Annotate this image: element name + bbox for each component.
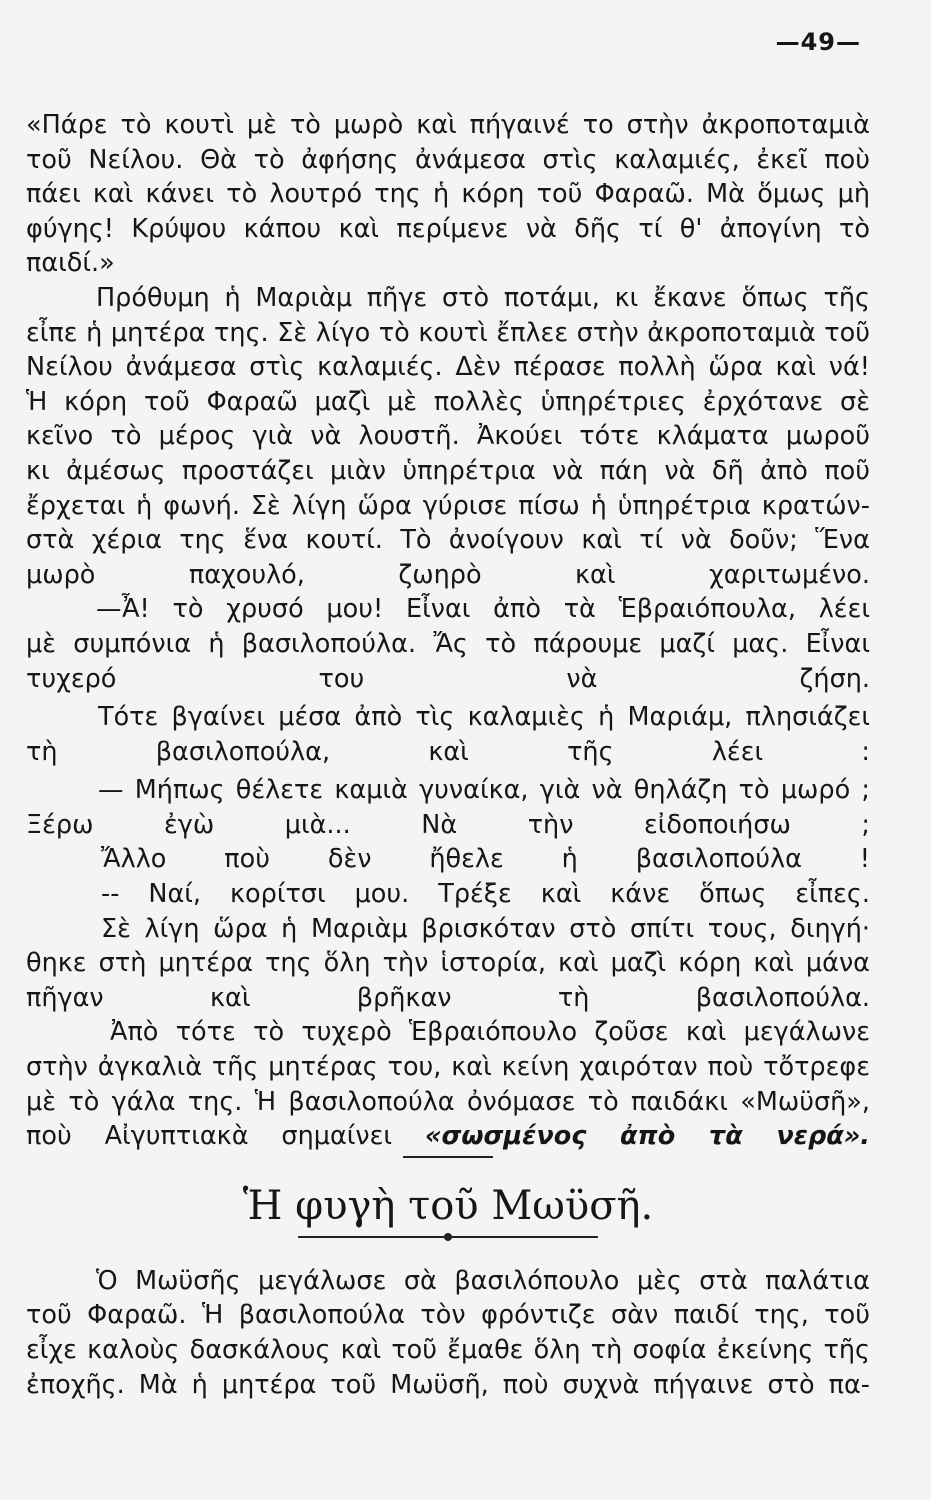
paragraph-8	[26, 912, 870, 1016]
text-line: μωρὸ παχουλό, ζωηρὸ καὶ χαριτωμένο.	[26, 559, 870, 590]
text-line: παιδί.»	[26, 248, 115, 279]
text-line: πῆγαν καὶ βρῆκαν τὴ βασιλοπούλα.	[26, 982, 870, 1013]
ornament-dot	[444, 1233, 452, 1241]
text-line: θηκε στὴ μητέρα της ὅλη τὴν ἱστορία, καὶ μαζὶ κόρη καὶ μάνα	[26, 948, 870, 979]
page-number: —49—	[775, 28, 861, 56]
text-line: Ἀπὸ τότε τὸ τυχερὸ Ἑβραιόπουλο ζοῦσε καὶ μεγάλωνε	[110, 1017, 870, 1048]
text-line: Ἡ κόρη τοῦ Φαραῶ μαζὶ μὲ πολλὲς ὑπηρέτριες ἐρχότανε σὲ	[26, 386, 870, 417]
text-line: Νείλου ἀνάμεσα στὶς καλαμιές. Δὲν πέρασε πολλὴ ὥρα καὶ νά!	[26, 352, 870, 383]
text-line: τυχερό του νὰ ζήση.	[26, 663, 870, 694]
text-line: Ὁ Μωϋσῆς μεγάλωσε σὰ βασιλόπουλο μὲς στὰ παλάτια	[96, 1265, 870, 1296]
text-line: —Ἆ! τὸ χρυσό μου! Εἶναι ἀπὸ τὰ Ἑβραιόπουλα, λέει	[96, 594, 870, 625]
text-fragment: ποὺ Αἰγυπτιακὰ σημαίνει	[26, 1121, 425, 1152]
text-line: «Πάρε τὸ κουτὶ μὲ τὸ μωρὸ καὶ πήγαινέ το στὴν ἀκροποταμιὰ	[26, 110, 870, 140]
text-line: Πρόθυμη ἡ Μαριὰμ πῆγε στὸ ποτάμι, κι ἔκανε ὅπως τῆς	[96, 282, 870, 313]
text-line: Σὲ λίγη ὥρα ἡ Μαριὰμ βρισκόταν στὸ σπίτι τους, διηγή·	[101, 913, 870, 944]
paragraph-1	[26, 108, 870, 281]
text-line: κι ἀμέσως προστάζει μιὰν ὑπηρέτρια νὰ πάη νὰ δῆ ἀπὸ ποῦ	[26, 455, 870, 486]
section-heading: Ἡ φυγὴ τοῦ Μωϋσῆ.	[242, 1182, 654, 1229]
paragraph-10	[26, 1264, 870, 1402]
text-line: Τότε βγαίνει μέσα ἀπὸ τὶς καλαμιὲς ἡ Μαριάμ, πλησιάζει	[98, 702, 870, 733]
text-line: μὲ τὸ γάλα της. Ἡ βασιλοπούλα ὀνόμασε τὸ παιδάκι «Μωϋσῆ»,	[26, 1086, 870, 1117]
text-line: στὰ χέρια της ἕνα κουτί. Τὸ ἀνοίγουν καὶ τί νὰ δοῦν; Ἕνα	[26, 525, 870, 556]
section-divider	[403, 1156, 493, 1158]
paragraph-7	[26, 877, 870, 912]
text-line: πάει καὶ κάνει τὸ λουτρό της ἡ κόρη τοῦ Φαραῶ. Μὰ ὅμως μὴ	[26, 179, 870, 210]
text-line: — Μήπως θέλετε καμιὰ γυναίκα, γιὰ νὰ θηλάζη τὸ μωρό ;	[98, 775, 870, 806]
text-line: ἔρχεται ἡ φωνή. Σὲ λίγη ὥρα γύρισε πίσω ἡ ὑπηρέτρια κρατών-	[26, 490, 870, 521]
body-text	[26, 108, 870, 1402]
emphasis-text: «σωσμένος ἀπὸ τὰ νερά».	[424, 1121, 870, 1152]
text-line: τοῦ Νείλου. Θὰ τὸ ἀφήσης ἀνάμεσα στὶς καλαμιές, ἐκεῖ ποὺ	[26, 144, 870, 175]
paragraph-2	[26, 281, 870, 592]
text-line: Ἄλλο ποὺ δὲν ἤθελε ἡ βασιλοπούλα !	[101, 844, 870, 875]
paragraph-6	[26, 842, 870, 877]
text-line: φύγης! Κρύψου κάπου καὶ περίμενε νὰ δῆς τί θ' ἀπογίνη τὸ	[26, 213, 870, 244]
text-line: στὴν ἀγκαλιὰ τῆς μητέρας του, καὶ κείνη χαιρόταν ποὺ τὄτρεφε	[26, 1052, 870, 1083]
text-line: μὲ συμπόνια ἡ βασιλοπούλα. Ἄς τὸ πάρουμε μαζί μας. Εἶναι	[26, 628, 870, 659]
text-line: Ξέρω ἐγὼ μιὰ... Νὰ τὴν εἰδοποιήσω ;	[26, 809, 870, 840]
paragraph-3	[26, 592, 870, 696]
paragraph-5	[26, 773, 870, 842]
text-line: εἶχε καλοὺς δασκάλους καὶ τοῦ ἔμαθε ὅλη τὴ σοφία ἐκείνης τῆς	[26, 1335, 870, 1365]
text-line	[26, 1119, 870, 1154]
paragraph-9	[26, 1015, 870, 1153]
text-line: τὴ βασιλοπούλα, καὶ τῆς λέει :	[26, 736, 870, 767]
text-line: ἐποχῆς. Μὰ ἡ μητέρα τοῦ Μωϋσῆ, ποὺ συχνὰ πήγαινε στὸ πα-	[26, 1369, 870, 1400]
text-line: -- Ναί, κορίτσι μου. Τρέξε καὶ κάνε ὅπως εἶπες.	[101, 879, 870, 910]
text-line: κεῖνο τὸ μέρος γιὰ νὰ λουστῆ. Ἀκούει τότε κλάματα μωροῦ	[26, 421, 870, 452]
paragraph-4	[26, 700, 870, 769]
text-line: τοῦ Φαραῶ. Ἡ βασιλοπούλα τὸν φρόντιζε σὰν παιδί της, τοῦ	[26, 1300, 870, 1331]
text-line: εἶπε ἡ μητέρα της. Σὲ λίγο τὸ κουτὶ ἔπλεε στὴν ἀκροποταμιὰ τοῦ	[26, 317, 870, 348]
heading-underline	[298, 1236, 598, 1238]
